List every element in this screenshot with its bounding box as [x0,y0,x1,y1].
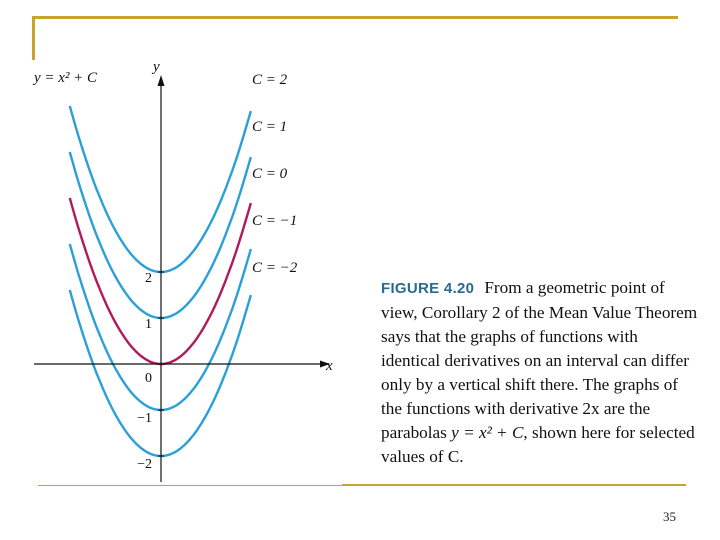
y-axis-label: y [153,60,160,75]
parabola-curve-4 [70,290,251,456]
y-axis-arrow [158,75,165,86]
parabola-figure [30,60,342,485]
curve-label-2: C = 0 [252,166,288,182]
caption-text: From a geometric point of view, Corollary 2 of the Mean Value Theorem says that the graphs of functions with identical derivatives on an interval can differ only by a vertical shift there. The graphs of the functions with derivative 2x are the parabolas [381,278,698,442]
caption-text-end: , shown here for selected values of C. [381,423,695,466]
parabola-curve-0 [70,106,251,272]
parabola-chart [30,60,342,485]
curve-label-3: C = −1 [252,213,298,229]
equation-label: y = x² + C [34,70,98,86]
slide-frame-left [32,16,35,64]
caption-equation: y = x² + C [451,423,524,442]
page-number: 35 [663,509,676,524]
curve-label-0: C = 2 [252,72,288,88]
curve-label-4: C = −2 [252,260,298,276]
y-tick-labels [137,271,152,472]
y-tick-label-3: −1 [137,411,152,426]
y-tick-label-4: −2 [137,457,152,472]
y-tick-label-2: 0 [145,371,152,386]
curves-group [70,106,251,456]
x-axis-label: x [326,358,333,374]
curve-labels [252,72,298,276]
y-tick-label-0: 2 [145,271,152,286]
y-tick-label-1: 1 [145,317,152,332]
curve-label-1: C = 1 [252,119,288,135]
figure-number: FIGURE 4.20 [381,280,475,297]
parabola-curve-2 [70,198,251,364]
parabola-curve-3 [70,244,251,410]
figure-caption [381,276,701,469]
slide-frame-top [32,16,678,19]
parabola-curve-1 [70,152,251,318]
